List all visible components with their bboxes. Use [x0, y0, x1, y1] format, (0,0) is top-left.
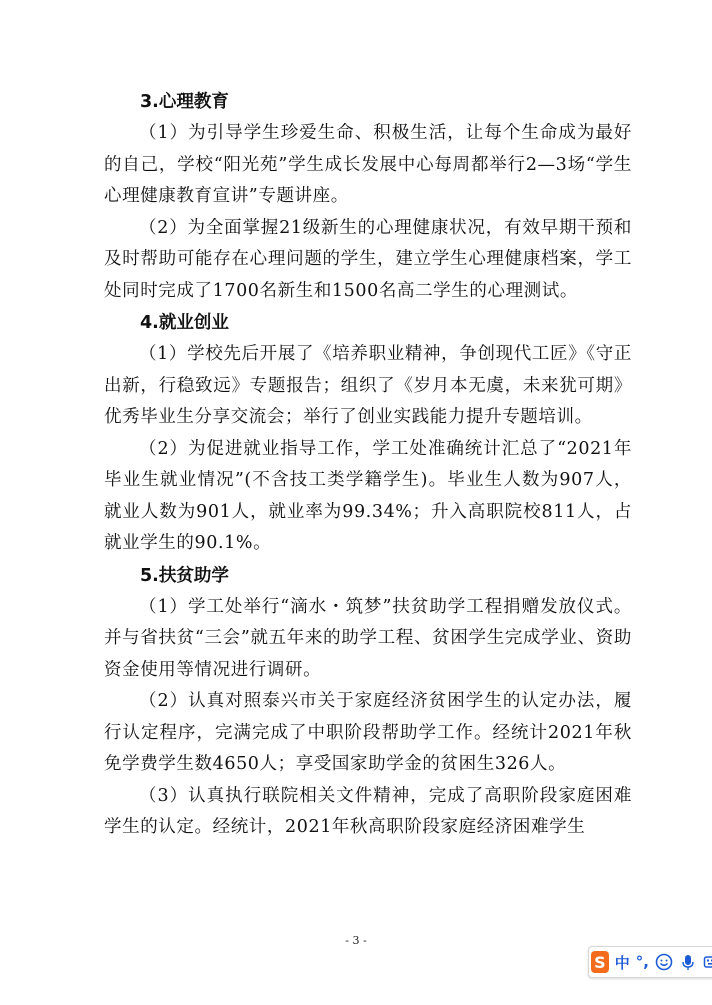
- paragraph: （2）为促进就业指导工作，学工处准确统计汇总了“2021年毕业生就业情况”(不含技工类学籍学生)。毕业生人数为907人，就业人数为901人，就业率为99.34%；升入高职院校811人，占就业学生的90.1%。: [104, 438, 632, 553]
- ime-punctuation-toggle[interactable]: °,: [635, 953, 649, 971]
- emoji-icon[interactable]: [655, 953, 673, 971]
- section-heading-employment: 4.就业创业: [140, 313, 229, 333]
- paragraph: （1）为引导学生珍爱生命、积极生活，让每个生命成为最好的自己，学校“阳光苑”学生成长发展中心每周都举行2—3场“学生心理健康教育宣讲”专题讲座。: [104, 123, 632, 206]
- page-number: - 3 -: [345, 934, 367, 947]
- ime-toolbar[interactable]: [588, 946, 712, 978]
- ime-mode-toggle[interactable]: 中: [614, 953, 630, 972]
- paragraph: （3）认真执行联院相关文件精神，完成了高职阶段家庭困难学生的认定。经统计，2021年秋高职阶段家庭经济困难学生: [104, 785, 632, 837]
- paragraph: （2）为全面掌握21级新生的心理健康状况，有效早期干预和及时帮助可能存在心理问题的学生，建立学生心理健康档案，学工处同时完成了1700名新生和1500名高二学生的心理测试。: [104, 217, 632, 301]
- paragraph: （2）认真对照泰兴市关于家庭经济贫困学生的认定办法，履行认定程序，完满完成了中职阶段帮助学工作。经统计2021年秋免学费学生数4650人；享受国家助学金的贫困生326人。: [104, 691, 632, 774]
- microphone-icon[interactable]: [679, 953, 697, 971]
- keyboard-icon[interactable]: [703, 953, 712, 971]
- paragraph: （1）学工处举行“滴水・筑梦”扶贫助学工程捐赠发放仪式。并与省扶贫“三会”就五年来的助学工程、贫困学生完成学业、资助资金使用等情况进行调研。: [104, 596, 632, 680]
- section-heading-poverty-aid: 5.扶贫助学: [140, 565, 229, 586]
- document-body: [104, 86, 632, 844]
- paragraph: （1）学校先后开展了《培养职业精神，争创现代工匠》《守正出新，行稳致远》专题报告；组织了《岁月本无虞，未来犹可期》优秀毕业生分享交流会；举行了创业实践能力提升专题培训。: [104, 344, 632, 427]
- section-heading-psychology: 3.心理教育: [140, 92, 229, 112]
- sogou-logo-icon[interactable]: S: [591, 951, 609, 973]
